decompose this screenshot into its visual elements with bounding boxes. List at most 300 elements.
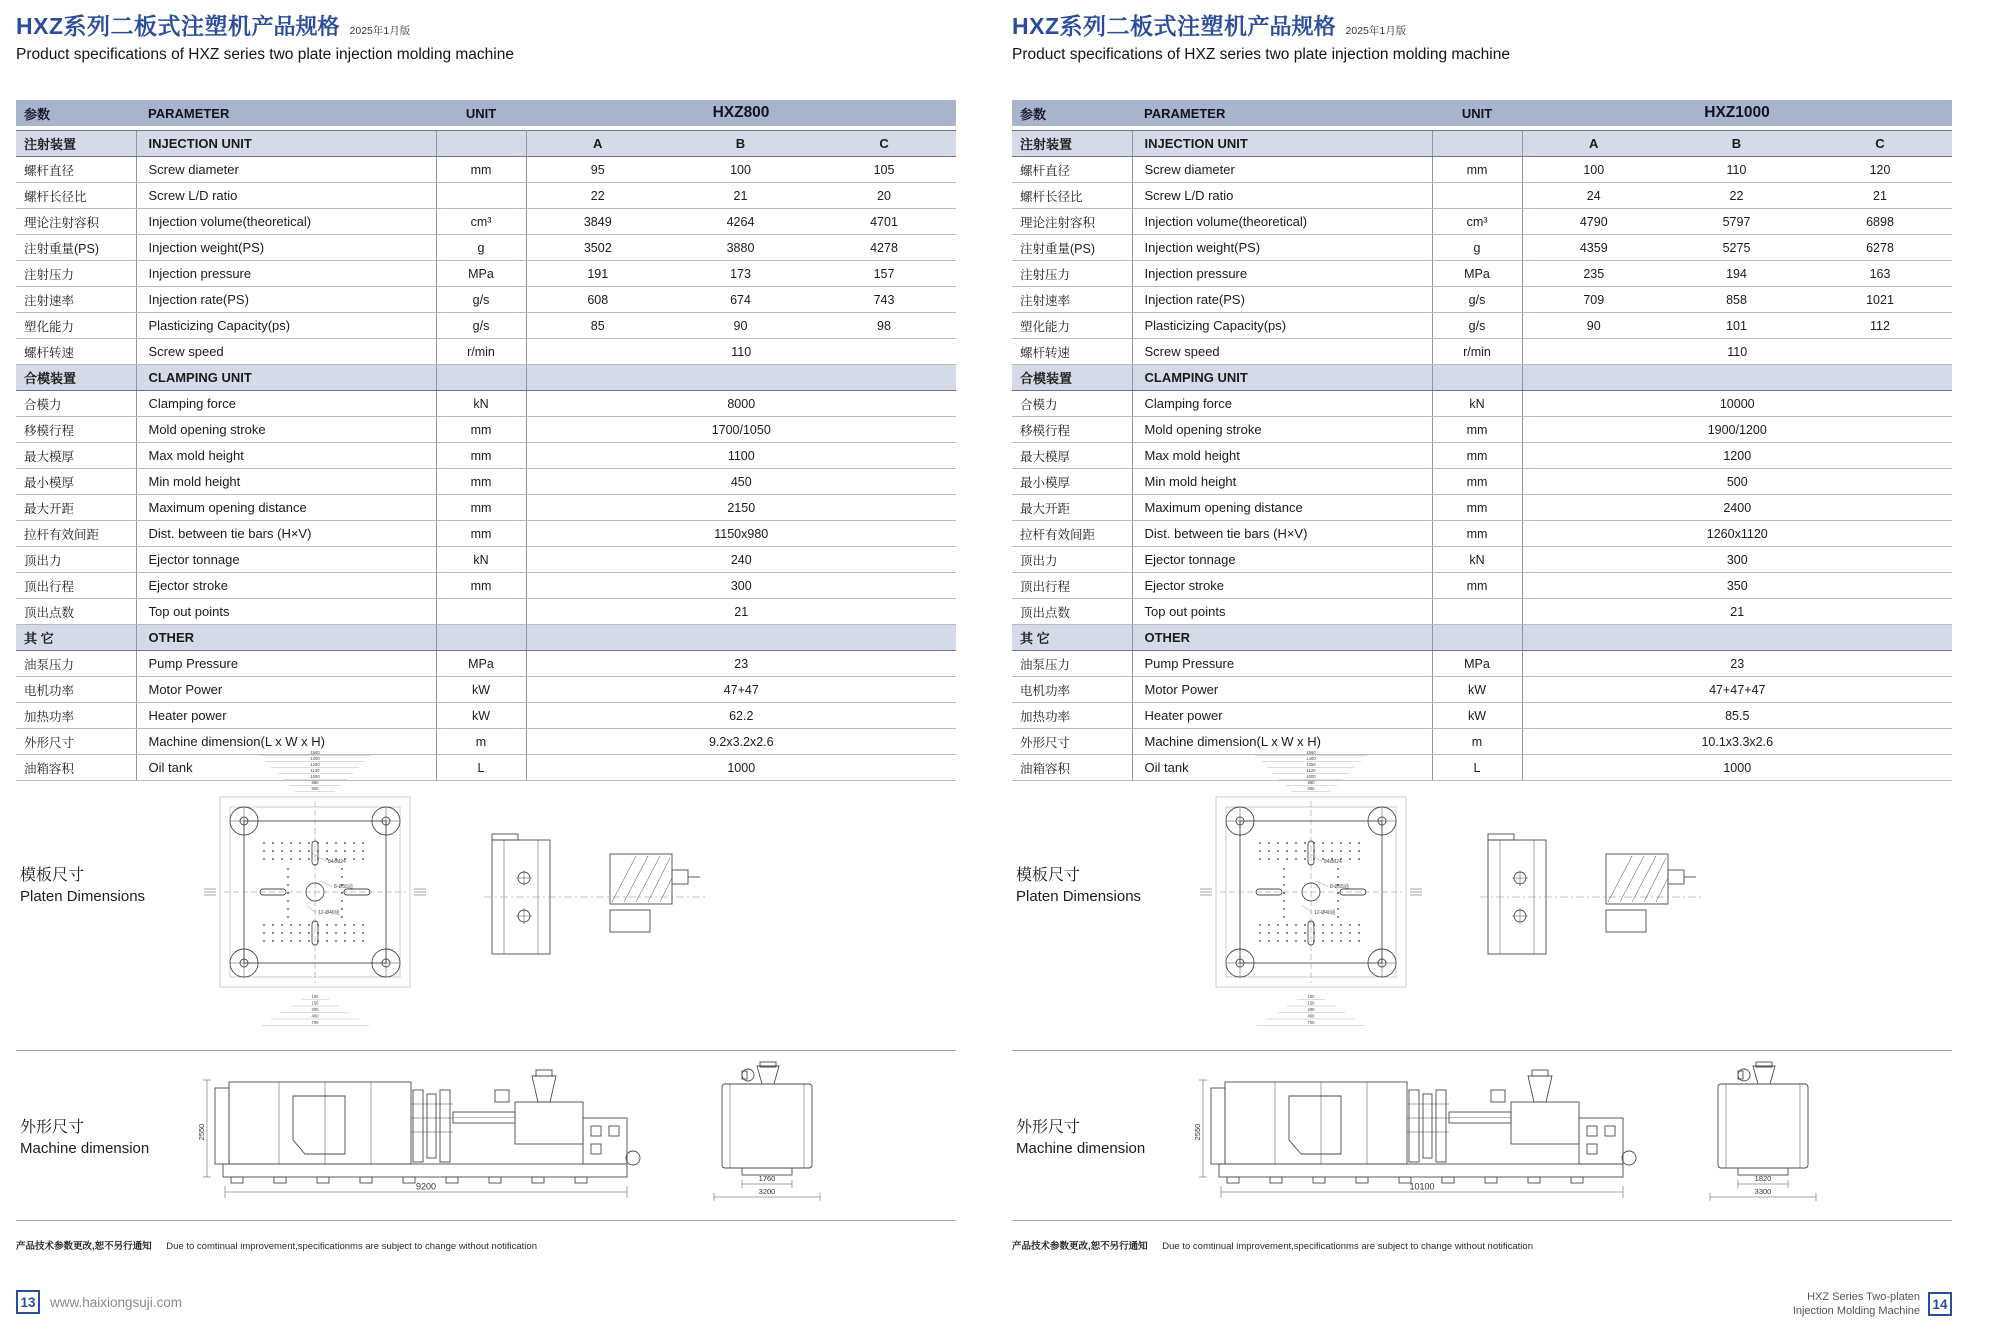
platen-front-view-drawing <box>200 745 430 1037</box>
table-row <box>1012 261 1952 287</box>
subcol-header: A <box>1522 131 1665 157</box>
cell-value: 235 <box>1522 261 1665 287</box>
disclaimer-en: Due to comtinual improvement,specificationms are subject to change without notification <box>166 1241 537 1252</box>
cell-value: 194 <box>1665 261 1808 287</box>
cell-value-merged: 2400 <box>1522 495 1952 521</box>
cell-unit: L <box>1432 755 1522 781</box>
cell-param-en: Screw diameter <box>1132 157 1432 183</box>
table-row <box>16 287 956 313</box>
cell-value-merged: 10000 <box>1522 391 1952 417</box>
cell-value: 3849 <box>526 209 669 235</box>
cell-param-zh: 螺杆转速 <box>16 339 136 365</box>
svg-text:1400: 1400 <box>1306 756 1316 761</box>
cell-value-merged: 21 <box>1522 599 1952 625</box>
cell-value: 743 <box>812 287 956 313</box>
cell-param-zh: 合模力 <box>1012 391 1132 417</box>
cell-unit: kN <box>1432 547 1522 573</box>
cell-param-en: Screw diameter <box>136 157 436 183</box>
cell-unit: mm <box>1432 573 1522 599</box>
cell-value: 4264 <box>669 209 812 235</box>
cell-param-zh: 最大模厚 <box>1012 443 1132 469</box>
machine-height-dim: 2550 <box>1193 1123 1202 1141</box>
platen-label-en: Platen Dimensions <box>1016 888 1142 905</box>
cell-param-en: Injection rate(PS) <box>136 287 436 313</box>
col-header-param-zh: 参数 <box>1012 100 1132 126</box>
machine-label-zh: 外形尺寸 <box>20 1119 85 1136</box>
cell-param-zh: 油泵压力 <box>16 651 136 677</box>
cell-param-zh: 注射压力 <box>16 261 136 287</box>
col-header-model: HXZ1000 <box>1522 100 1952 126</box>
platen-front-view-drawing <box>1196 745 1426 1037</box>
rear-outer-width-dim: 3300 <box>1754 1187 1772 1196</box>
cell-param-en: Screw L/D ratio <box>136 183 436 209</box>
cell-value: 98 <box>812 313 956 339</box>
table-row <box>1012 547 1952 573</box>
section-unit <box>436 365 526 391</box>
cell-value: 191 <box>526 261 669 287</box>
page-number-badge: 14 <box>1928 1292 1952 1316</box>
machine-rear-view-drawing <box>1696 1060 1831 1208</box>
cell-value: 90 <box>669 313 812 339</box>
cell-value-merged: 1000 <box>526 755 956 781</box>
page-subtitle: Product specifications of HXZ series two plate injection molding machine <box>16 46 514 64</box>
cell-param-zh: 电机功率 <box>1012 677 1132 703</box>
cell-param-en: Ejector stroke <box>136 573 436 599</box>
cell-param-en: Screw L/D ratio <box>1132 183 1432 209</box>
svg-text:84xM24: 84xM24 <box>328 859 346 865</box>
section-values-blank <box>526 625 956 651</box>
cell-unit: g <box>436 235 526 261</box>
section-unit <box>436 131 526 157</box>
cell-unit: r/min <box>1432 339 1522 365</box>
section-en: CLAMPING UNIT <box>136 365 436 391</box>
cell-value: 608 <box>526 287 669 313</box>
cell-param-zh: 塑化能力 <box>1012 313 1132 339</box>
cell-value: 85 <box>526 313 669 339</box>
table-section-row <box>16 131 956 157</box>
edition-label: 2025年1月版 <box>349 25 411 37</box>
cell-value: 22 <box>1665 183 1808 209</box>
cell-unit: g/s <box>1432 313 1522 339</box>
cell-param-zh: 拉杆有效间距 <box>1012 521 1132 547</box>
platen-bottom-dimension-stack <box>261 994 369 1026</box>
svg-text:84xM24: 84xM24 <box>1324 859 1342 865</box>
machine-length-dim: 9200 <box>415 1181 437 1192</box>
cell-unit: mm <box>436 495 526 521</box>
cell-unit: cm³ <box>436 209 526 235</box>
svg-text:8-Ø55通: 8-Ø55通 <box>334 884 353 890</box>
cell-param-zh: 电机功率 <box>16 677 136 703</box>
cell-unit: g/s <box>1432 287 1522 313</box>
cell-value-merged: 110 <box>526 339 956 365</box>
cell-param-en: Top out points <box>1132 599 1432 625</box>
cell-param-en: Screw speed <box>136 339 436 365</box>
machine-section-label <box>20 1114 149 1157</box>
cell-unit: MPa <box>1432 261 1522 287</box>
cell-param-zh: 加热功率 <box>1012 703 1132 729</box>
cell-unit: g/s <box>436 313 526 339</box>
cell-unit: mm <box>436 157 526 183</box>
title-zh-bold: HXZ系列二板式注塑机 <box>1012 13 1248 39</box>
platen-bottom-dimension-stack <box>1257 994 1365 1026</box>
machine-section-label <box>1016 1114 1145 1157</box>
cell-value: 4790 <box>1522 209 1665 235</box>
table-row <box>16 339 956 365</box>
table-row <box>1012 313 1952 339</box>
footer-series-caption <box>1793 1290 1920 1319</box>
cell-param-zh: 最大开距 <box>16 495 136 521</box>
cell-param-en: Machine dimension(L x W x H) <box>1132 729 1432 755</box>
section-zh: 其 它 <box>1012 625 1132 651</box>
col-header-param-en: PARAMETER <box>136 100 436 126</box>
table-row <box>16 469 956 495</box>
section-en: INJECTION UNIT <box>136 131 436 157</box>
table-row <box>1012 651 1952 677</box>
svg-text:880: 880 <box>1307 780 1315 785</box>
col-header-unit: UNIT <box>436 100 526 126</box>
table-row <box>1012 417 1952 443</box>
page-subtitle: Product specifications of HXZ series two plate injection molding machine <box>1012 46 1510 64</box>
cell-value: 24 <box>1522 183 1665 209</box>
disclaimer-en: Due to comtinual improvement,specificationms are subject to change without notification <box>1162 1241 1533 1252</box>
cell-param-zh: 油箱容积 <box>16 755 136 781</box>
catalog-page-14 <box>996 0 1996 1333</box>
subcol-header: C <box>1808 131 1952 157</box>
cell-param-zh: 顶出力 <box>16 547 136 573</box>
cell-value: 100 <box>1522 157 1665 183</box>
cell-value-merged: 47+47+47 <box>1522 677 1952 703</box>
svg-text:400: 400 <box>311 1013 319 1019</box>
footer-left <box>16 1290 182 1314</box>
cell-value-merged: 300 <box>526 573 956 599</box>
cell-value: 21 <box>1808 183 1952 209</box>
table-row <box>1012 157 1952 183</box>
cell-value: 21 <box>669 183 812 209</box>
table-section-row <box>16 365 956 391</box>
cell-value-merged: 10.1x3.3x2.6 <box>1522 729 1952 755</box>
cell-param-en: Injection volume(theoretical) <box>1132 209 1432 235</box>
subcol-header: B <box>669 131 812 157</box>
cell-param-zh: 顶出点数 <box>1012 599 1132 625</box>
edition-label: 2025年1月版 <box>1345 25 1407 37</box>
cell-unit: MPa <box>436 651 526 677</box>
svg-text:880: 880 <box>311 780 319 785</box>
svg-text:12-Ø40通: 12-Ø40通 <box>1314 910 1336 916</box>
cell-value: 6898 <box>1808 209 1952 235</box>
svg-text:200: 200 <box>311 1007 319 1012</box>
col-header-model: HXZ800 <box>526 100 956 126</box>
cell-param-zh: 螺杆直径 <box>1012 157 1132 183</box>
svg-text:8-Ø55通: 8-Ø55通 <box>1330 884 1349 890</box>
cell-value-merged: 350 <box>1522 573 1952 599</box>
cell-value-merged: 1900/1200 <box>1522 417 1952 443</box>
cell-param-en: Injection weight(PS) <box>136 235 436 261</box>
website-url: www.haixiongsuji.com <box>50 1294 183 1310</box>
cell-value-merged: 1700/1050 <box>526 417 956 443</box>
table-row <box>1012 729 1952 755</box>
cell-unit: mm <box>1432 157 1522 183</box>
cell-param-en: Max mold height <box>1132 443 1432 469</box>
cell-unit: r/min <box>436 339 526 365</box>
cell-param-en: Maximum opening distance <box>1132 495 1432 521</box>
cell-param-zh: 拉杆有效间距 <box>16 521 136 547</box>
footer-right <box>1793 1290 1952 1319</box>
cell-value: 5797 <box>1665 209 1808 235</box>
cell-param-zh: 最小模厚 <box>1012 469 1132 495</box>
table-row <box>1012 521 1952 547</box>
table-row <box>16 157 956 183</box>
cell-value-merged: 2150 <box>526 495 956 521</box>
section-unit <box>1432 365 1522 391</box>
machine-side-view-drawing <box>1191 1060 1646 1208</box>
section-divider-upper <box>16 1050 956 1051</box>
cell-unit: mm <box>1432 521 1522 547</box>
svg-text:100: 100 <box>1307 994 1315 999</box>
cell-value-merged: 1260x1120 <box>1522 521 1952 547</box>
cell-unit: L <box>436 755 526 781</box>
cell-value: 22 <box>526 183 669 209</box>
cell-value: 3502 <box>526 235 669 261</box>
disclaimer-zh: 产品技术参数更改,恕不另行通知 <box>1012 1241 1148 1252</box>
svg-text:1250: 1250 <box>310 762 320 767</box>
svg-text:200: 200 <box>1307 1007 1315 1012</box>
svg-text:100: 100 <box>311 994 319 999</box>
table-row <box>1012 339 1952 365</box>
cell-value-merged: 23 <box>1522 651 1952 677</box>
cell-value-merged: 1200 <box>1522 443 1952 469</box>
platen-side-view-drawing <box>1476 826 1706 968</box>
disclaimer-note <box>1012 1238 1533 1252</box>
svg-text:150: 150 <box>1307 1000 1315 1006</box>
cell-param-en: Maximum opening distance <box>136 495 436 521</box>
platen-hole-annotations <box>1302 853 1349 916</box>
table-row <box>16 755 956 781</box>
table-section-row <box>1012 625 1952 651</box>
cell-value: 157 <box>812 261 956 287</box>
table-row <box>1012 495 1952 521</box>
table-row <box>16 703 956 729</box>
cell-param-zh: 移模行程 <box>16 417 136 443</box>
machine-side-view-drawing <box>195 1060 650 1208</box>
cell-param-zh: 塑化能力 <box>16 313 136 339</box>
cell-value: 20 <box>812 183 956 209</box>
table-row <box>16 599 956 625</box>
cell-unit: kW <box>436 703 526 729</box>
platen-top-dimension-stack <box>259 750 371 792</box>
table-row <box>16 573 956 599</box>
machine-length-dim: 10100 <box>1409 1181 1435 1192</box>
section-unit <box>436 625 526 651</box>
section-divider-upper <box>1012 1050 1952 1051</box>
cell-unit <box>436 183 526 209</box>
cell-unit: kN <box>436 547 526 573</box>
title-zh-bold: HXZ系列二板式注塑机 <box>16 13 252 39</box>
table-row <box>1012 235 1952 261</box>
svg-text:1000: 1000 <box>310 774 320 779</box>
table-row <box>16 313 956 339</box>
section-values-blank <box>1522 625 1952 651</box>
cell-param-en: Heater power <box>1132 703 1432 729</box>
platen-top-dimension-stack <box>1255 750 1367 792</box>
svg-text:1560: 1560 <box>1306 750 1316 755</box>
cell-param-zh: 最大模厚 <box>16 443 136 469</box>
cell-value-merged: 110 <box>1522 339 1952 365</box>
col-header-param-en: PARAMETER <box>1132 100 1432 126</box>
cell-value: 90 <box>1522 313 1665 339</box>
page-number-badge: 13 <box>16 1290 40 1314</box>
rear-outer-width-dim: 3200 <box>758 1187 776 1196</box>
table-row <box>16 261 956 287</box>
svg-text:700: 700 <box>1307 1020 1315 1025</box>
cell-param-en: Oil tank <box>136 755 436 781</box>
section-en: INJECTION UNIT <box>1132 131 1432 157</box>
cell-unit: kN <box>436 391 526 417</box>
table-row <box>1012 183 1952 209</box>
cell-param-zh: 理论注射容积 <box>1012 209 1132 235</box>
table-section-row <box>16 625 956 651</box>
table-header-row <box>1012 100 1952 126</box>
cell-value-merged: 500 <box>1522 469 1952 495</box>
rear-inner-width-dim: 1820 <box>1754 1174 1772 1183</box>
section-zh: 注射装置 <box>1012 131 1132 157</box>
cell-value-merged: 9.2x3.2x2.6 <box>526 729 956 755</box>
section-values-blank <box>526 365 956 391</box>
table-row <box>16 391 956 417</box>
cell-unit: kW <box>1432 703 1522 729</box>
cell-param-en: Heater power <box>136 703 436 729</box>
cell-param-en: Min mold height <box>136 469 436 495</box>
table-row <box>1012 391 1952 417</box>
platen-hole-annotations <box>306 853 353 916</box>
cell-unit: g/s <box>436 287 526 313</box>
footer-series-line1: HXZ Series Two-platen <box>1807 1291 1920 1303</box>
section-values-blank <box>1522 365 1952 391</box>
cell-value-merged: 8000 <box>526 391 956 417</box>
svg-text:1000: 1000 <box>1306 774 1316 779</box>
table-row <box>1012 209 1952 235</box>
cell-value: 110 <box>1665 157 1808 183</box>
svg-text:800: 800 <box>311 786 319 791</box>
cell-value: 1021 <box>1808 287 1952 313</box>
cell-param-zh: 最大开距 <box>1012 495 1132 521</box>
cell-value-merged: 23 <box>526 651 956 677</box>
machine-label-en: Machine dimension <box>1016 1140 1146 1157</box>
page-header <box>1012 14 1510 64</box>
cell-param-en: Dist. between tie bars (H×V) <box>1132 521 1432 547</box>
svg-text:1120: 1120 <box>310 768 320 773</box>
col-header-unit: UNIT <box>1432 100 1522 126</box>
machine-rear-view-drawing <box>700 1060 835 1208</box>
cell-value: 709 <box>1522 287 1665 313</box>
table-row <box>1012 573 1952 599</box>
platen-section-label <box>1016 862 1141 905</box>
table-row <box>1012 599 1952 625</box>
table-row <box>16 729 956 755</box>
section-divider-lower <box>16 1220 956 1221</box>
cell-param-en: Motor Power <box>136 677 436 703</box>
cell-unit: m <box>1432 729 1522 755</box>
table-row <box>16 521 956 547</box>
table-row <box>16 417 956 443</box>
cell-param-zh: 顶出力 <box>1012 547 1132 573</box>
cell-value: 6278 <box>1808 235 1952 261</box>
cell-param-zh: 最小模厚 <box>16 469 136 495</box>
cell-param-en: Top out points <box>136 599 436 625</box>
cell-unit <box>1432 183 1522 209</box>
cell-value: 163 <box>1808 261 1952 287</box>
cell-value: 5275 <box>1665 235 1808 261</box>
page-header <box>16 14 514 64</box>
svg-text:1120: 1120 <box>1306 768 1316 773</box>
cell-value: 3880 <box>669 235 812 261</box>
cell-value: 105 <box>812 157 956 183</box>
title-zh-light: 产品规格 <box>251 14 340 39</box>
cell-value: 101 <box>1665 313 1808 339</box>
cell-param-en: Clamping force <box>1132 391 1432 417</box>
table-row <box>1012 677 1952 703</box>
cell-param-zh: 螺杆转速 <box>1012 339 1132 365</box>
cell-param-zh: 注射重量(PS) <box>1012 235 1132 261</box>
cell-value-merged: 85.5 <box>1522 703 1952 729</box>
table-row <box>1012 443 1952 469</box>
cell-value-merged: 62.2 <box>526 703 956 729</box>
table-row <box>16 677 956 703</box>
section-zh: 其 它 <box>16 625 136 651</box>
cell-param-en: Min mold height <box>1132 469 1432 495</box>
cell-param-en: Dist. between tie bars (H×V) <box>136 521 436 547</box>
cell-value: 4278 <box>812 235 956 261</box>
cell-unit: kW <box>436 677 526 703</box>
svg-text:400: 400 <box>1307 1013 1315 1019</box>
cell-param-zh: 合模力 <box>16 391 136 417</box>
cell-value: 100 <box>669 157 812 183</box>
machine-height-dim: 2550 <box>197 1123 206 1141</box>
table-row <box>16 495 956 521</box>
table-section-row <box>1012 131 1952 157</box>
cell-value-merged: 21 <box>526 599 956 625</box>
cell-param-en: Screw speed <box>1132 339 1432 365</box>
table-header-row <box>16 100 956 126</box>
section-unit <box>1432 625 1522 651</box>
cell-param-zh: 顶出行程 <box>16 573 136 599</box>
cell-param-en: Plasticizing Capacity(ps) <box>136 313 436 339</box>
platen-label-en: Platen Dimensions <box>20 888 146 905</box>
cell-param-en: Mold opening stroke <box>136 417 436 443</box>
cell-value-merged: 1000 <box>1522 755 1952 781</box>
col-header-param-zh: 参数 <box>16 100 136 126</box>
cell-param-zh: 油泵压力 <box>1012 651 1132 677</box>
cell-param-en: Ejector tonnage <box>136 547 436 573</box>
cell-param-zh: 理论注射容积 <box>16 209 136 235</box>
cell-unit: mm <box>436 469 526 495</box>
cell-param-en: Oil tank <box>1132 755 1432 781</box>
cell-value: 4701 <box>812 209 956 235</box>
cell-param-zh: 螺杆长径比 <box>16 183 136 209</box>
section-en: OTHER <box>1132 625 1432 651</box>
cell-param-zh: 油箱容积 <box>1012 755 1132 781</box>
cell-value: 4359 <box>1522 235 1665 261</box>
cell-unit: mm <box>436 573 526 599</box>
cell-unit: mm <box>436 417 526 443</box>
cell-value: 858 <box>1665 287 1808 313</box>
section-en: OTHER <box>136 625 436 651</box>
cell-param-zh: 螺杆长径比 <box>1012 183 1132 209</box>
cell-param-en: Injection rate(PS) <box>1132 287 1432 313</box>
cell-unit <box>1432 599 1522 625</box>
spec-table <box>1012 100 1952 781</box>
cell-param-zh: 注射速率 <box>1012 287 1132 313</box>
table-row <box>1012 287 1952 313</box>
